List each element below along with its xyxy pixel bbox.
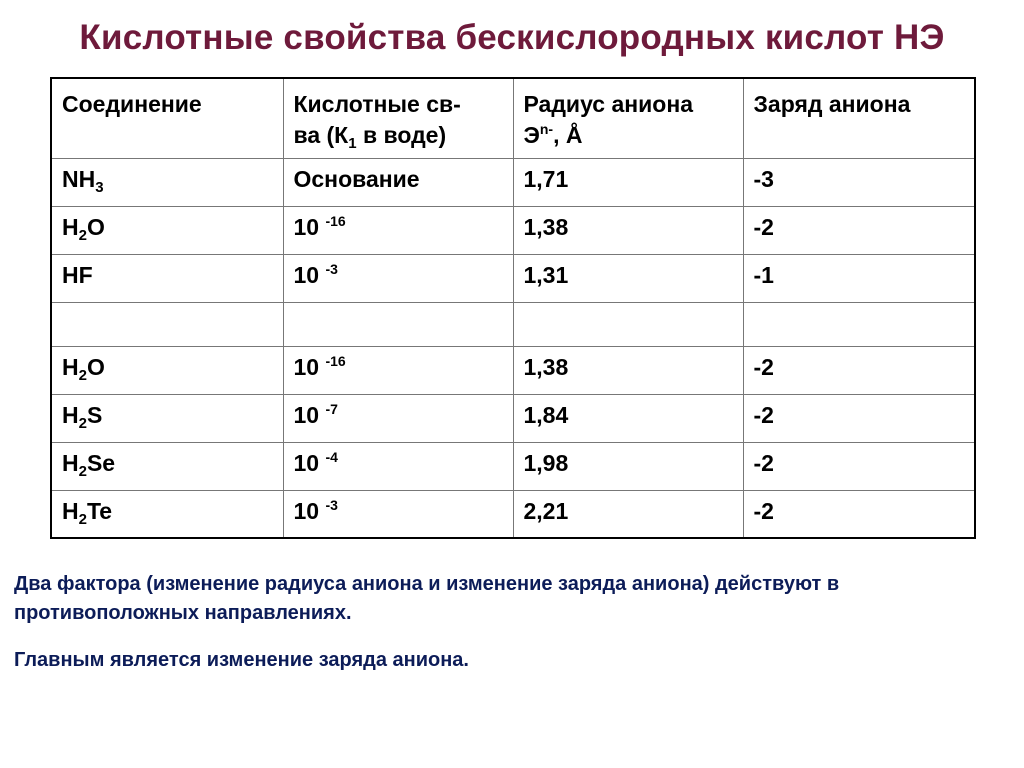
compound-formula-suffix: O: [86, 213, 105, 240]
empty-cell: [743, 302, 975, 346]
acidity-base: 10: [293, 353, 326, 380]
header-acidity: [283, 78, 513, 158]
radius-cell: [513, 394, 743, 442]
acidity-exponent: -3: [325, 496, 338, 513]
charge-value: -2: [753, 213, 774, 240]
acidity-cell: [283, 394, 513, 442]
header-acidity-line2: [293, 122, 447, 152]
table-row: [51, 442, 975, 490]
empty-cell: [283, 302, 513, 346]
radius-value: 2,21: [523, 497, 569, 524]
compound-subscript: 2: [78, 462, 87, 480]
compound-formula: NH: [62, 165, 96, 192]
compound-formula-suffix: O: [86, 353, 105, 380]
radius-value: 1,98: [523, 449, 569, 476]
empty-cell: [51, 302, 283, 346]
note-main-factor: Главным является изменение заряда аниона.: [14, 649, 469, 671]
acidity-base: 10: [293, 497, 326, 524]
compound-cell: [51, 490, 283, 538]
header-radius-superscript: n-: [539, 121, 554, 137]
acidity-text: Основание: [293, 165, 420, 192]
header-radius-line2: [524, 122, 583, 148]
radius-value: 1,31: [523, 261, 569, 288]
acidity-base: 10: [293, 401, 326, 428]
slide-title: Кислотные свойства бескислородных кислот НЭ: [79, 18, 945, 57]
acidity-cell: [283, 254, 513, 302]
acidity-base: 10: [293, 261, 326, 288]
header-radius-symbol: Э: [523, 122, 540, 148]
header-radius-unit: , Å: [553, 122, 583, 148]
compound-formula: H: [62, 401, 79, 428]
radius-cell: [513, 254, 743, 302]
empty-cell: [513, 302, 743, 346]
compound-formula: H: [62, 449, 79, 476]
charge-value: -2: [753, 401, 774, 428]
compound-formula-suffix: Se: [86, 449, 116, 476]
table-row: [51, 490, 975, 538]
charge-cell: [743, 346, 975, 394]
acidity-base: 10: [293, 449, 326, 476]
table-row: [51, 206, 975, 254]
compound-formula: H: [62, 353, 79, 380]
acidity-cell: [283, 346, 513, 394]
charge-cell: [743, 442, 975, 490]
charge-cell: [743, 158, 975, 206]
acidity-cell: [283, 442, 513, 490]
header-acidity-text: ва (К: [293, 122, 349, 148]
acidity-exponent: -3: [325, 260, 338, 277]
charge-cell: [743, 394, 975, 442]
compound-subscript: 3: [95, 178, 104, 196]
header-acidity-line1: Кислотные св-: [293, 91, 461, 117]
note-two-factors: Два фактора (изменение радиуса аниона и изменение заряда аниона) действуют в противоположных направлениях.: [14, 573, 840, 624]
table-row: [51, 394, 975, 442]
charge-cell: [743, 490, 975, 538]
compound-cell: [51, 394, 283, 442]
charge-value: -2: [753, 497, 774, 524]
header-radius: [513, 78, 743, 158]
compound-formula-suffix: Te: [86, 497, 113, 524]
table-row: [51, 346, 975, 394]
charge-value: -2: [753, 353, 774, 380]
compound-subscript: 2: [78, 366, 87, 384]
table-separator-row: [51, 302, 975, 346]
compound-cell: [51, 158, 283, 206]
header-acidity-suffix: в воде): [356, 122, 447, 148]
radius-cell: [513, 206, 743, 254]
compound-formula-suffix: S: [86, 401, 103, 428]
compound-cell: [51, 206, 283, 254]
header-acidity-subscript: 1: [348, 135, 357, 152]
compound-formula: H: [62, 213, 79, 240]
header-radius-line1: Радиус аниона: [523, 91, 694, 117]
radius-value: 1,71: [523, 165, 569, 192]
acidity-exponent: -16: [325, 352, 346, 369]
table-header-row: [51, 78, 975, 158]
acidity-exponent: -16: [325, 212, 346, 229]
acid-properties-table: [50, 77, 976, 539]
compound-subscript: 2: [78, 414, 87, 432]
radius-cell: [513, 158, 743, 206]
radius-cell: [513, 442, 743, 490]
compound-formula: HF: [62, 261, 93, 288]
radius-cell: [513, 346, 743, 394]
table-row: [51, 158, 975, 206]
compound-formula: H: [62, 497, 79, 524]
radius-value: 1,38: [523, 213, 569, 240]
radius-value: 1,38: [523, 353, 569, 380]
radius-cell: [513, 490, 743, 538]
charge-cell: [743, 254, 975, 302]
compound-subscript: 2: [78, 226, 87, 244]
charge-value: -2: [753, 449, 774, 476]
charge-cell: [743, 206, 975, 254]
acidity-cell: [283, 158, 513, 206]
header-charge: [743, 78, 975, 158]
acidity-exponent: -4: [325, 448, 338, 465]
header-compound: [51, 78, 283, 158]
acidity-exponent: -7: [325, 400, 338, 417]
compound-subscript: 2: [78, 510, 87, 528]
compound-cell: [51, 346, 283, 394]
charge-value: -1: [753, 261, 774, 288]
acidity-cell: [283, 490, 513, 538]
compound-cell: [51, 442, 283, 490]
acidity-base: 10: [293, 213, 326, 240]
table-row: [51, 254, 975, 302]
header-charge-label: Заряд аниона: [753, 91, 911, 117]
compound-cell: [51, 254, 283, 302]
charge-value: -3: [753, 165, 774, 192]
header-compound-label: Соединение: [62, 91, 202, 117]
radius-value: 1,84: [523, 401, 569, 428]
acidity-cell: [283, 206, 513, 254]
